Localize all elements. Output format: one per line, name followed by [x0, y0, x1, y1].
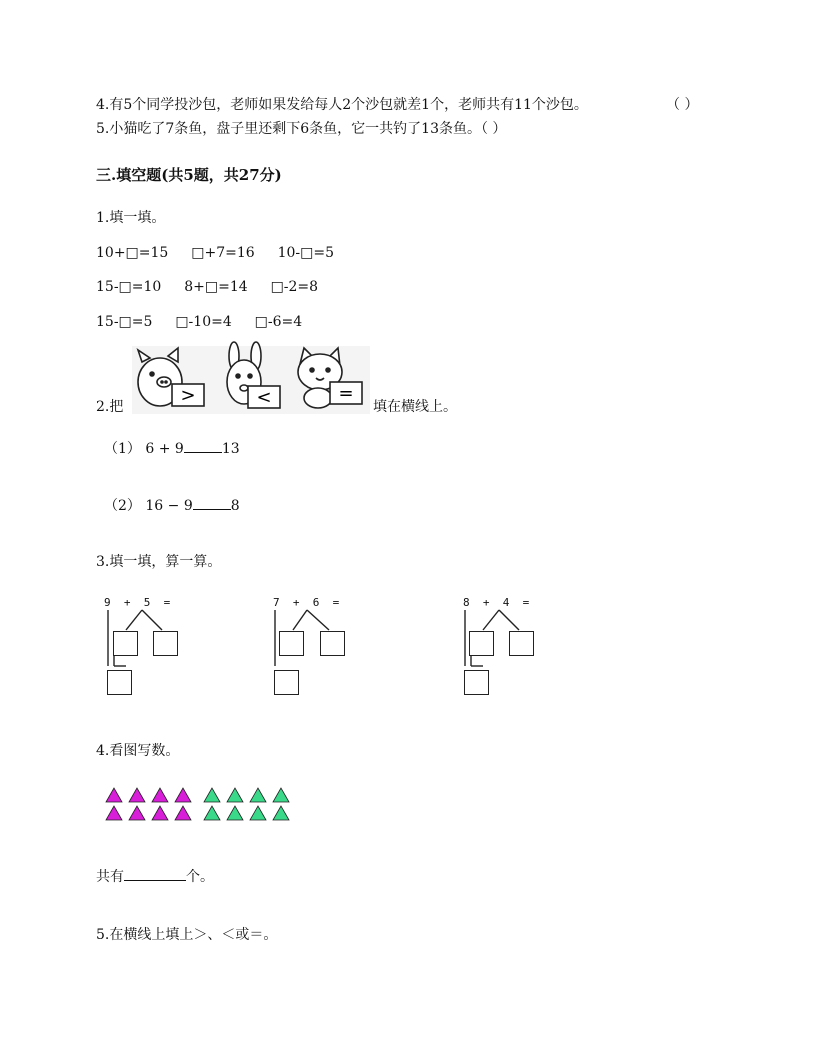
fill3-label: 3.填一填，算一算。: [96, 554, 222, 570]
fill4-answer: [96, 866, 214, 886]
answer-suffix: 个。: [186, 869, 214, 885]
fill2-suffix: 填在横线上。: [373, 399, 457, 415]
green-triangle: [204, 806, 220, 820]
answer-box[interactable]: [113, 631, 138, 656]
equation[interactable]: □-10=4: [175, 314, 232, 330]
magenta-triangle: [106, 788, 122, 802]
fill1-row-3: [96, 313, 302, 331]
green-triangle: [273, 788, 289, 802]
greater-sign: >: [180, 385, 196, 406]
item-number: （2）: [104, 498, 141, 514]
equation[interactable]: □+7=16: [191, 245, 255, 261]
answer-blank[interactable]: [193, 495, 231, 510]
fill5-label: 5.在横线上填上＞、＜或＝。: [96, 927, 278, 943]
fill2-item-2: [104, 495, 240, 515]
judgment-q4: [96, 96, 588, 114]
section-title: 三.填空题(共5题，共27分): [96, 166, 282, 184]
answer-blank[interactable]: [124, 866, 186, 881]
equation[interactable]: 15-□=5: [96, 314, 153, 330]
judgment-q4-text: 4.有5个同学投沙包，老师如果发给每人2个沙包就差1个，老师共有11个沙包。: [96, 97, 588, 113]
fill4-label: 4.看图写数。: [96, 743, 180, 759]
answer-box[interactable]: [153, 631, 178, 656]
equation[interactable]: □-2=8: [270, 279, 319, 295]
answer-box[interactable]: [469, 631, 494, 656]
magenta-triangle: [175, 788, 191, 802]
equation[interactable]: 15-□=10: [96, 279, 162, 295]
item-left: 16 − 9: [145, 498, 193, 514]
magenta-triangle: [129, 788, 145, 802]
equal-sign: =: [338, 383, 354, 404]
answer-box[interactable]: [509, 631, 534, 656]
green-triangle: [250, 806, 266, 820]
green-triangle: [227, 806, 243, 820]
equation[interactable]: 8+□=14: [184, 279, 248, 295]
magenta-triangle: [152, 788, 168, 802]
green-triangle: [204, 788, 220, 802]
answer-box[interactable]: [464, 670, 489, 695]
judgment-q4-paren[interactable]: （ ）: [666, 97, 699, 113]
item-right: 13: [221, 441, 240, 457]
green-triangle: [227, 788, 243, 802]
answer-box[interactable]: [320, 631, 345, 656]
fill1-label: 1.填一填。: [96, 210, 166, 226]
answer-box[interactable]: [107, 670, 132, 695]
equation-3: 8 + 4 =: [463, 596, 530, 609]
green-triangle: [250, 788, 266, 802]
magenta-triangle: [152, 806, 168, 820]
fill2-item-1: [104, 438, 240, 458]
answer-prefix: 共有: [96, 869, 124, 885]
judgment-q5: 5.小猫吃了7条鱼，盘子里还剩下6条鱼，它一共钓了13条鱼。（ ）: [96, 121, 507, 137]
answer-box[interactable]: [274, 670, 299, 695]
triangle-groups: [100, 786, 290, 822]
equation-2: 7 + 6 =: [273, 596, 340, 609]
fill1-row-2: [96, 278, 318, 296]
magenta-triangle: [106, 806, 122, 820]
answer-blank[interactable]: [184, 438, 222, 453]
item-right: 8: [230, 498, 240, 514]
equation[interactable]: 10-□=5: [277, 245, 334, 261]
item-number: （1）: [104, 441, 141, 457]
fill2-prefix: 2.把: [96, 399, 124, 415]
magenta-triangle: [129, 806, 145, 820]
green-triangle: [273, 806, 289, 820]
item-left: 6 + 9: [145, 441, 184, 457]
animals-with-signs-image: [132, 346, 370, 414]
equation[interactable]: 10+□=15: [96, 245, 169, 261]
equation[interactable]: □-6=4: [254, 314, 303, 330]
less-sign: <: [256, 387, 272, 408]
answer-box[interactable]: [279, 631, 304, 656]
magenta-triangle: [175, 806, 191, 820]
equation-1: 9 + 5 =: [104, 596, 171, 609]
fill1-row-1: [96, 244, 334, 262]
